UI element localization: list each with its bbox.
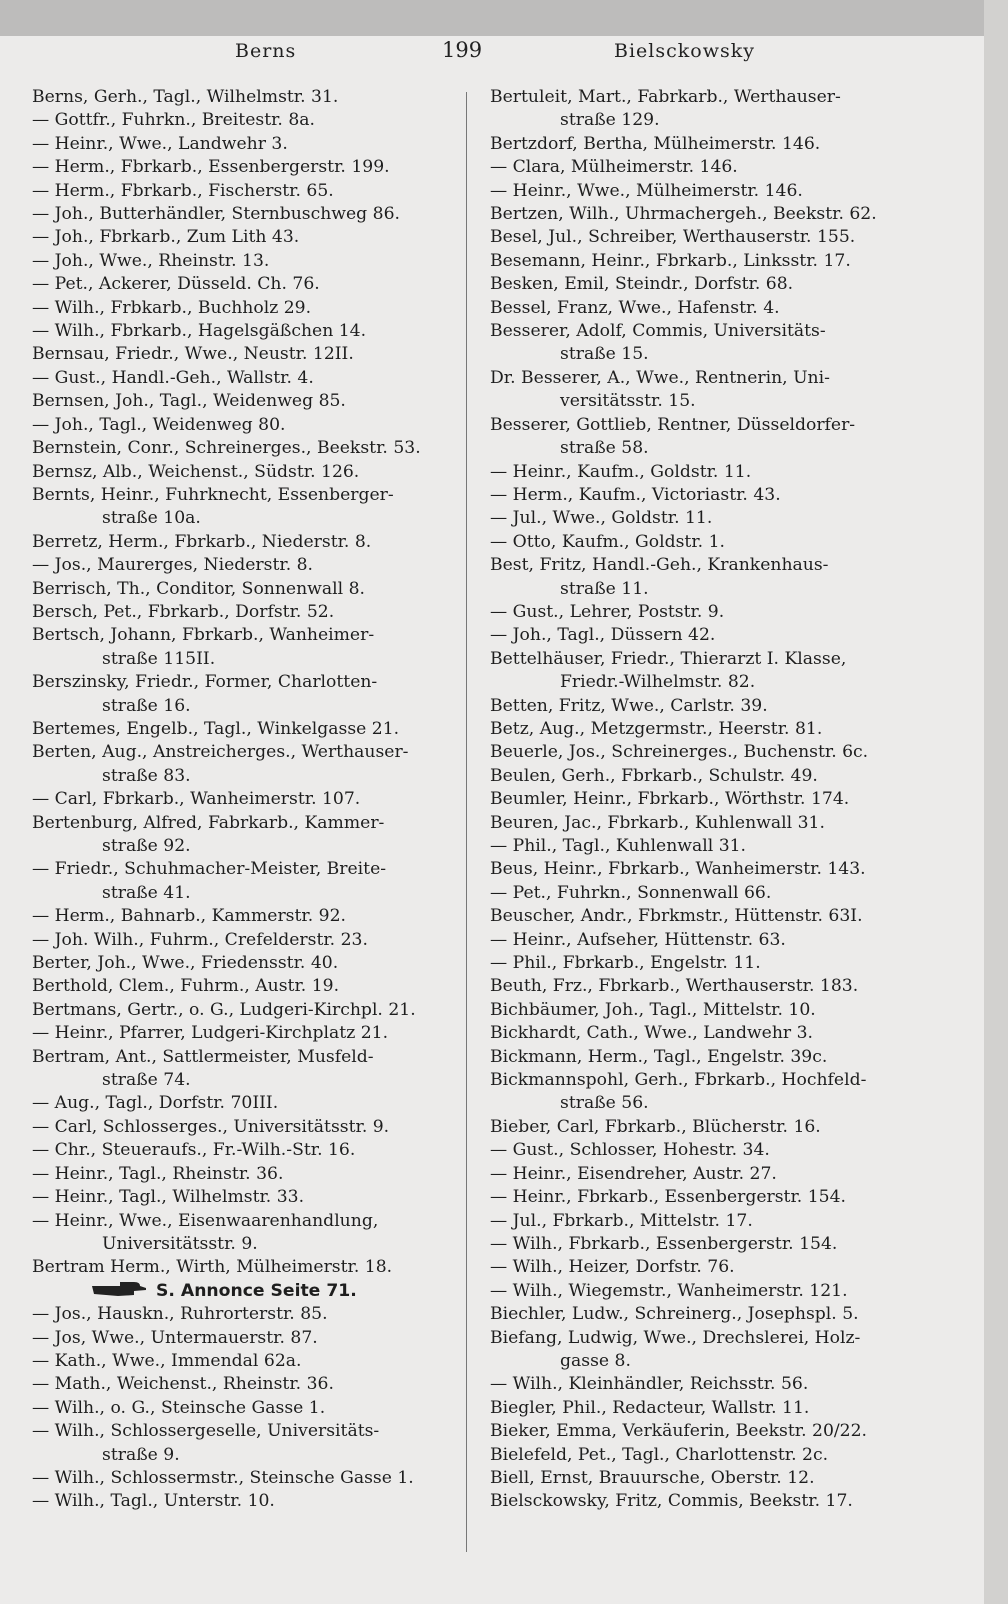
directory-entry: Bertram Herm., Wirth, Mülheimerstr. 18. bbox=[32, 1257, 393, 1278]
directory-entry: Bernsz, Alb., Weichenst., Südstr. 126. bbox=[32, 461, 360, 482]
directory-entry: Bertzen, Wilh., Uhrmachergeh., Beekstr. 62. bbox=[490, 204, 877, 225]
directory-entry: — Phil., Fbrkarb., Engelstr. 11. bbox=[490, 953, 761, 974]
entry-continuation: versitätsstr. 15. bbox=[560, 391, 696, 412]
directory-entry: — Herm., Kaufm., Victoriastr. 43. bbox=[490, 484, 781, 505]
directory-entry: — Jos., Maurerges, Niederstr. 8. bbox=[32, 555, 314, 576]
directory-entry: — Wilh., Frbkarb., Buchholz 29. bbox=[32, 297, 312, 318]
directory-entry: — Joh., Fbrkarb., Zum Lith 43. bbox=[32, 227, 300, 248]
directory-entry: Besserer, Adolf, Commis, Universitäts- bbox=[490, 321, 826, 342]
directory-entry: — Gust., Schlosser, Hohestr. 34. bbox=[490, 1140, 770, 1161]
page-right-edge bbox=[984, 0, 1008, 1604]
directory-entry: Besken, Emil, Steindr., Dorfstr. 68. bbox=[490, 274, 794, 295]
directory-entry: — Heinr., Eisendreher, Austr. 27. bbox=[490, 1163, 777, 1184]
directory-entry: Besserer, Gottlieb, Rentner, Düsseldorfer- bbox=[490, 414, 856, 435]
directory-entry: Beuth, Frz., Fbrkarb., Werthauserstr. 183. bbox=[490, 976, 859, 997]
directory-entry: — Gust., Lehrer, Poststr. 9. bbox=[490, 601, 725, 622]
directory-entry: — Wilh., Schlossermstr., Steinsche Gasse 1. bbox=[32, 1467, 414, 1488]
directory-entry: — Heinr., Aufseher, Hüttenstr. 63. bbox=[490, 929, 786, 950]
directory-entry: — Pet., Fuhrkn., Sonnenwall 66. bbox=[490, 882, 772, 903]
directory-entry: Berrisch, Th., Conditor, Sonnenwall 8. bbox=[32, 578, 365, 599]
directory-entry: — Heinr., Fbrkarb., Essenbergerstr. 154. bbox=[490, 1187, 846, 1208]
directory-entry: Bickmannspohl, Gerh., Fbrkarb., Hochfeld- bbox=[490, 1070, 867, 1091]
directory-entry: Beulen, Gerh., Fbrkarb., Schulstr. 49. bbox=[490, 765, 818, 786]
directory-entry: Berns, Gerh., Tagl., Wilhelmstr. 31. bbox=[32, 87, 339, 107]
directory-entry: — Wilh., Schlossergeselle, Universitäts- bbox=[32, 1421, 380, 1442]
directory-entry: Besel, Jul., Schreiber, Werthauserstr. 155. bbox=[490, 227, 856, 248]
directory-entry: — Heinr., Wwe., Mülheimerstr. 146. bbox=[490, 180, 803, 201]
directory-entry: Bieker, Emma, Verkäuferin, Beekstr. 20/22. bbox=[490, 1421, 868, 1442]
header-left-keyword: Berns bbox=[235, 40, 297, 62]
directory-entry: — Joh., Butterhändler, Sternbuschweg 86. bbox=[32, 204, 400, 225]
directory-entry: Bielsckowsky, Fritz, Commis, Beekstr. 17. bbox=[490, 1491, 853, 1512]
entry-continuation: straße 115II. bbox=[102, 648, 216, 669]
directory-entry: — Chr., Steueraufs., Fr.-Wilh.-Str. 16. bbox=[32, 1140, 356, 1161]
directory-entry: — Wilh., Fbrkarb., Hagelsgäßchen 14. bbox=[32, 321, 367, 342]
entry-continuation: straße 10a. bbox=[102, 508, 201, 529]
directory-entry: — Otto, Kaufm., Goldstr. 1. bbox=[490, 531, 725, 552]
entry-continuation: Universitätsstr. 9. bbox=[102, 1233, 258, 1254]
directory-entry: — Herm., Fbrkarb., Fischerstr. 65. bbox=[32, 180, 334, 201]
directory-entry: Best, Fritz, Handl.-Geh., Krankenhaus- bbox=[490, 555, 829, 576]
entry-continuation: straße 129. bbox=[560, 110, 660, 131]
directory-entry: — Phil., Tagl., Kuhlenwall 31. bbox=[490, 836, 747, 856]
directory-entry: Beuren, Jac., Fbrkarb., Kuhlenwall 31. bbox=[490, 812, 825, 833]
directory-entry: Betten, Fritz, Wwe., Carlstr. 39. bbox=[490, 695, 768, 716]
directory-entry: — Wilh., Wiegemstr., Wanheimerstr. 121. bbox=[490, 1280, 848, 1301]
directory-entry: Berten, Aug., Anstreicherges., Werthauser- bbox=[32, 742, 409, 763]
directory-entry: Bessel, Franz, Wwe., Hafenstr. 4. bbox=[490, 297, 780, 318]
entry-continuation: straße 15. bbox=[560, 344, 649, 365]
directory-entry: Beuscher, Andr., Fbrkmstr., Hüttenstr. 63I. bbox=[490, 906, 863, 927]
directory-entry: Bickhardt, Cath., Wwe., Landwehr 3. bbox=[490, 1023, 814, 1044]
entry-continuation: straße 56. bbox=[560, 1093, 649, 1114]
entry-continuation: straße 41. bbox=[102, 882, 191, 903]
directory-entry: — Gottfr., Fuhrkn., Breitestr. 8a. bbox=[32, 110, 315, 131]
directory-entry: — Jul., Fbrkarb., Mittelstr. 17. bbox=[490, 1210, 753, 1231]
entry-continuation: Friedr.-Wilhelmstr. 82. bbox=[560, 672, 756, 693]
directory-entry: Bertemes, Engelb., Tagl., Winkelgasse 21. bbox=[32, 718, 400, 739]
page-number: 199 bbox=[442, 38, 483, 62]
directory-entry: Bertenburg, Alfred, Fabrkarb., Kammer- bbox=[32, 812, 385, 833]
directory-entry: Bielefeld, Pet., Tagl., Charlottenstr. 2c. bbox=[490, 1444, 829, 1465]
directory-entry: Biefang, Ludwig, Wwe., Drechslerei, Holz- bbox=[490, 1327, 861, 1348]
directory-entry: — Jos, Wwe., Untermauerstr. 87. bbox=[32, 1327, 318, 1348]
directory-entry: — Gust., Handl.-Geh., Wallstr. 4. bbox=[32, 367, 314, 388]
directory-entry: Bersch, Pet., Fbrkarb., Dorfstr. 52. bbox=[32, 601, 335, 622]
directory-entry: — Kath., Wwe., Immendal 62a. bbox=[32, 1350, 302, 1371]
directory-entry: Biechler, Ludw., Schreinerg., Josephspl. 5. bbox=[490, 1304, 859, 1325]
directory-entry: — Herm., Bahnarb., Kammerstr. 92. bbox=[32, 906, 346, 927]
directory-entry: Bernsau, Friedr., Wwe., Neustr. 12II. bbox=[32, 344, 354, 365]
directory-entry: — Joh., Wwe., Rheinstr. 13. bbox=[32, 250, 270, 271]
directory-entry: — Herm., Fbrkarb., Essenbergerstr. 199. bbox=[32, 157, 390, 178]
page-top-shadow bbox=[0, 0, 1008, 36]
directory-entry: — Wilh., Heizer, Dorfstr. 76. bbox=[490, 1257, 735, 1278]
directory-entry: — Jul., Wwe., Goldstr. 11. bbox=[490, 508, 713, 529]
directory-entry: Dr. Besserer, A., Wwe., Rentnerin, Uni- bbox=[490, 367, 830, 388]
directory-entry: — Wilh., Fbrkarb., Essenbergerstr. 154. bbox=[490, 1233, 838, 1254]
annonce-text: S. Annonce Seite 71. bbox=[156, 1280, 357, 1301]
directory-entry: Berszinsky, Friedr., Former, Charlotten- bbox=[32, 672, 378, 693]
directory-entry: — Wilh., o. G., Steinsche Gasse 1. bbox=[32, 1397, 326, 1418]
directory-entry: Bertsch, Johann, Fbrkarb., Wanheimer- bbox=[32, 625, 375, 646]
entry-continuation: straße 9. bbox=[102, 1444, 180, 1465]
page-header bbox=[0, 36, 980, 70]
directory-entry: Biell, Ernst, Brauursche, Oberstr. 12. bbox=[490, 1467, 815, 1488]
entry-continuation: gasse 8. bbox=[560, 1350, 631, 1371]
entry-continuation: straße 11. bbox=[560, 578, 649, 599]
directory-entry: Berter, Joh., Wwe., Friedensstr. 40. bbox=[32, 953, 339, 974]
directory-entry: — Aug., Tagl., Dorfstr. 70III. bbox=[32, 1093, 279, 1114]
column-divider bbox=[466, 92, 467, 1552]
directory-entry: — Heinr., Wwe., Landwehr 3. bbox=[32, 133, 288, 154]
directory-entry: Bertuleit, Mart., Fabrkarb., Werthauser- bbox=[490, 87, 841, 107]
directory-entry: Bertzdorf, Bertha, Mülheimerstr. 146. bbox=[490, 133, 821, 154]
entry-continuation: straße 58. bbox=[560, 438, 649, 459]
directory-entry: — Joh., Tagl., Düssern 42. bbox=[490, 625, 716, 646]
header-right-keyword: Bielsckowsky bbox=[614, 40, 755, 62]
directory-entry: — Wilh., Kleinhändler, Reichsstr. 56. bbox=[490, 1374, 809, 1395]
directory-entry: — Math., Weichenst., Rheinstr. 36. bbox=[32, 1374, 334, 1395]
directory-entry: Bertmans, Gertr., o. G., Ludgeri-Kirchpl. 21. bbox=[32, 999, 416, 1020]
entry-continuation: straße 83. bbox=[102, 765, 191, 786]
directory-entry: Beus, Heinr., Fbrkarb., Wanheimerstr. 143. bbox=[490, 859, 866, 880]
directory-entry: Bickmann, Herm., Tagl., Engelstr. 39c. bbox=[490, 1046, 828, 1067]
directory-entry: — Heinr., Tagl., Rheinstr. 36. bbox=[32, 1163, 284, 1184]
directory-entry: — Heinr., Tagl., Wilhelmstr. 33. bbox=[32, 1187, 305, 1208]
directory-entry: Besemann, Heinr., Fbrkarb., Linksstr. 17. bbox=[490, 250, 851, 271]
directory-entry: Berretz, Herm., Fbrkarb., Niederstr. 8. bbox=[32, 531, 372, 552]
directory-entry: — Heinr., Pfarrer, Ludgeri-Kirchplatz 21. bbox=[32, 1023, 389, 1044]
directory-entry: Beuerle, Jos., Schreinerges., Buchenstr. 6c. bbox=[490, 742, 869, 763]
directory-entry: Bettelhäuser, Friedr., Thierarzt I. Klasse, bbox=[490, 648, 847, 669]
directory-entry: — Carl, Fbrkarb., Wanheimerstr. 107. bbox=[32, 789, 361, 810]
directory-entry: Bertram, Ant., Sattlermeister, Musfeld- bbox=[32, 1046, 374, 1067]
entry-continuation: straße 92. bbox=[102, 836, 191, 856]
directory-entry: — Friedr., Schuhmacher-Meister, Breite- bbox=[32, 859, 387, 880]
directory-entry: — Heinr., Wwe., Eisenwaarenhandlung, bbox=[32, 1210, 379, 1231]
directory-entry: — Wilh., Tagl., Unterstr. 10. bbox=[32, 1491, 275, 1512]
directory-entry: Bichbäumer, Joh., Tagl., Mittelstr. 10. bbox=[490, 999, 816, 1020]
directory-entry: Bernts, Heinr., Fuhrknecht, Essenberger- bbox=[32, 484, 394, 505]
directory-entry: Berthold, Clem., Fuhrm., Austr. 19. bbox=[32, 976, 340, 997]
directory-entry: Bieber, Carl, Fbrkarb., Blücherstr. 16. bbox=[490, 1116, 821, 1137]
directory-entry: Betz, Aug., Metzgermstr., Heerstr. 81. bbox=[490, 718, 823, 739]
directory-entry: Bernsen, Joh., Tagl., Weidenweg 85. bbox=[32, 391, 346, 412]
directory-entry: Beumler, Heinr., Fbrkarb., Wörthstr. 174. bbox=[490, 789, 850, 810]
directory-entry: — Heinr., Kaufm., Goldstr. 11. bbox=[490, 461, 752, 482]
entry-continuation: straße 74. bbox=[102, 1070, 191, 1091]
directory-entry: — Carl, Schlosserges., Universitätsstr. 9. bbox=[32, 1116, 390, 1137]
directory-entry: Biegler, Phil., Redacteur, Wallstr. 11. bbox=[490, 1397, 810, 1418]
pointing-hand-icon bbox=[90, 1280, 156, 1303]
directory-entry: — Joh., Tagl., Weidenweg 80. bbox=[32, 414, 286, 435]
right-column bbox=[490, 86, 915, 1514]
left-column bbox=[32, 86, 457, 1514]
directory-entry: Bernstein, Conr., Schreinerges., Beekstr. 53. bbox=[32, 438, 421, 459]
directory-entry: — Jos., Hauskn., Ruhrorterstr. 85. bbox=[32, 1304, 328, 1325]
directory-entry: — Clara, Mülheimerstr. 146. bbox=[490, 157, 738, 178]
annonce-notice bbox=[32, 1280, 457, 1303]
directory-entry: — Joh. Wilh., Fuhrm., Crefelderstr. 23. bbox=[32, 929, 368, 950]
directory-entry: — Pet., Ackerer, Düsseld. Ch. 76. bbox=[32, 274, 320, 295]
entry-continuation: straße 16. bbox=[102, 695, 191, 716]
